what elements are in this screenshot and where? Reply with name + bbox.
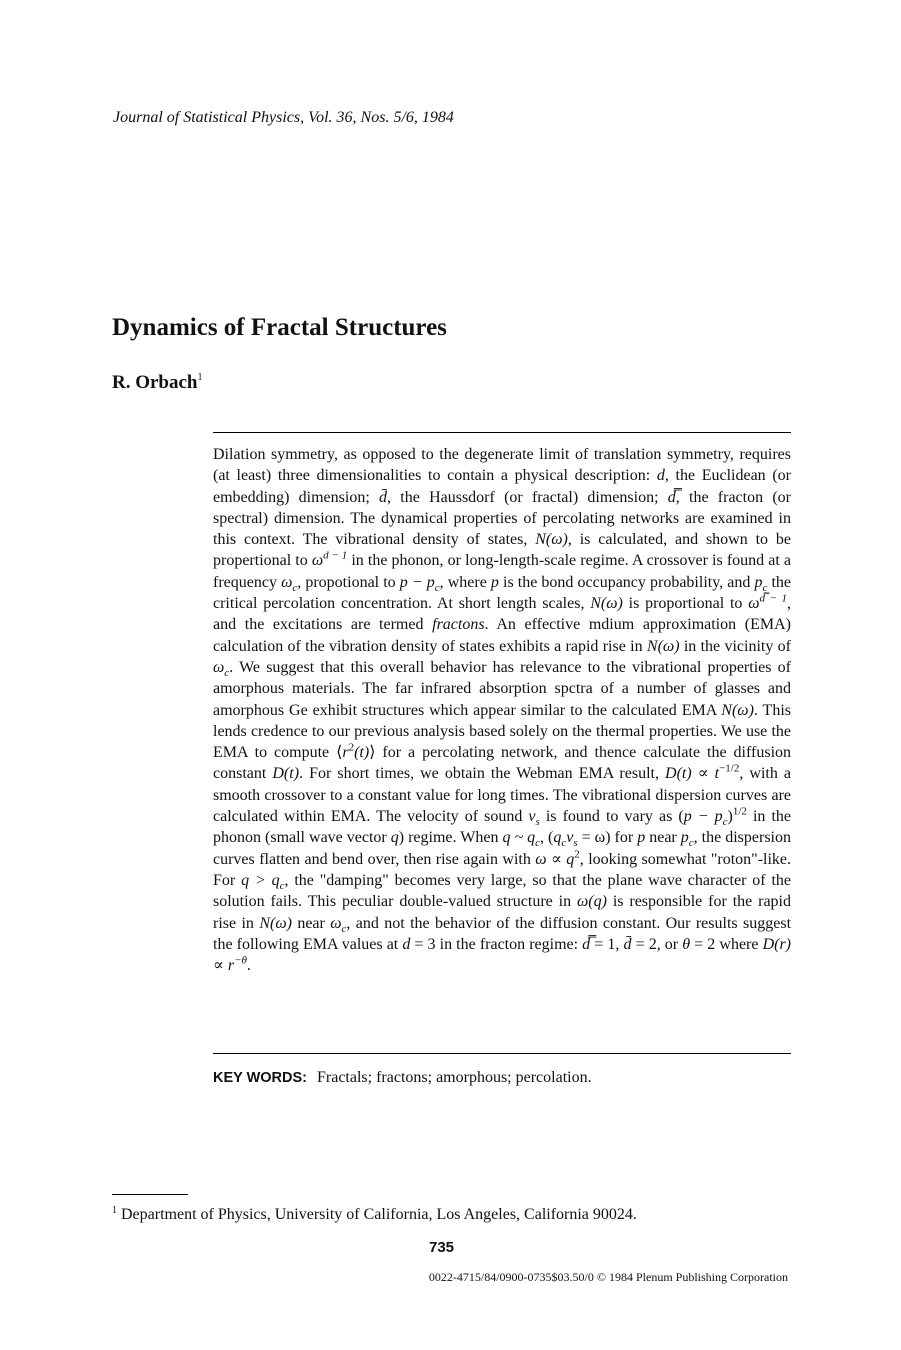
footnote-rule [112,1194,188,1195]
author-footnote-mark: 1 [197,372,203,383]
author-name: R. Orbach [112,372,198,393]
abstract-top-rule [213,432,791,433]
journal-citation: Journal of Statistical Physics, Vol. 36, Nos. 5/6, 1984 [113,109,454,126]
keywords-label: KEY WORDS: [213,1070,307,1086]
footnote-text: Department of Physics, University of California, Los Angeles, California 90024. [121,1206,637,1223]
affiliation-footnote [112,1205,637,1224]
keywords-line [213,1069,592,1087]
author-line [112,372,203,394]
footnote-mark: 1 [112,1205,117,1216]
copyright-line: 0022-4715/84/0900-0735$03.50/0 © 1984 Plenum Publishing Corporation [428,1270,788,1284]
page-number: 735 [429,1239,455,1256]
abstract-text: Dilation symmetry, as opposed to the degenerate limit of translation symmetry, requires (at least) three dimensionalities to contain a physical description: d, the Euclidean (or embedding) dimension; d̄, the Haussdorf (or fractal) dimension; d̿, the fracton (or spectral) dimension. The dynamical properties of percolating networks are examined in this context. The vibrational density of states, N(ω), is calculated, and shown to be propertional to $\omega^{d - 1}$ in the phonon, or long-length-scale regime. A crossover is found at a frequency $\omega_c$, propotional to $p - p_c$, where p is the bond occupancy probability, and $p_c$ the critical percolation concentration. At short length scales, N(ω) is proportional to $\omega^{d̿ - 1}$, and the excitations are termed fractons. An effective mdium approximation (EMA) calculation of the vibration density of states exhibits a rapid rise in N(ω) in the vicinity of $\omega_c$. We suggest that this overall behavior has relevance to the vibrational properties of amorphous materials. The far infrared absorption spctra of a number of glasses and amorphous Ge exhibit structures which appear similar to the calculated EMA N(ω). This lends credence to our previous analysis based solely on the thermal properties. We use the EMA to compute $⟨r^2(t)⟩$ for a percolating network, and thence calculate the diffusion constant D(t). For short times, we obtain the Webman EMA result, $D(t) \propto t^{-1/2}$, with a smooth crossover to a constant value for long times. The vibrational dispersion curves are calculated within EMA. The velocity of sound $v_s$ is found to vary as $(p - p_c)^{1/2}$ in the phonon (small wave vector q) regime. When q ~ $q_c$, $(q_cv_s = \omega)$ for p near $p_c$, the dispersion curves flatten and bend over, then rise again with $\omega \propto q^2$, looking somewhat "roton"-like. For $q > q_c$, the "damping" becomes very large, so that the plane wave character of the solution fails. This peculiar double-valued structure in ω(q) is responsible for the rapid rise in N(ω) near $\omega_c$, and not the behavior of the diffusion constant. Our results suggest the following EMA values at d = 3 in the fracton regime: d̿ = 1, d̄ = 2, or θ = 2 where $D(r) \propto r^{-\theta}$. [213,446,792,975]
keywords-text: Fractals; fractons; amorphous; percolation. [317,1069,592,1086]
article-title: Dynamics of Fractal Structures [112,314,447,341]
abstract-bottom-rule [213,1053,791,1054]
